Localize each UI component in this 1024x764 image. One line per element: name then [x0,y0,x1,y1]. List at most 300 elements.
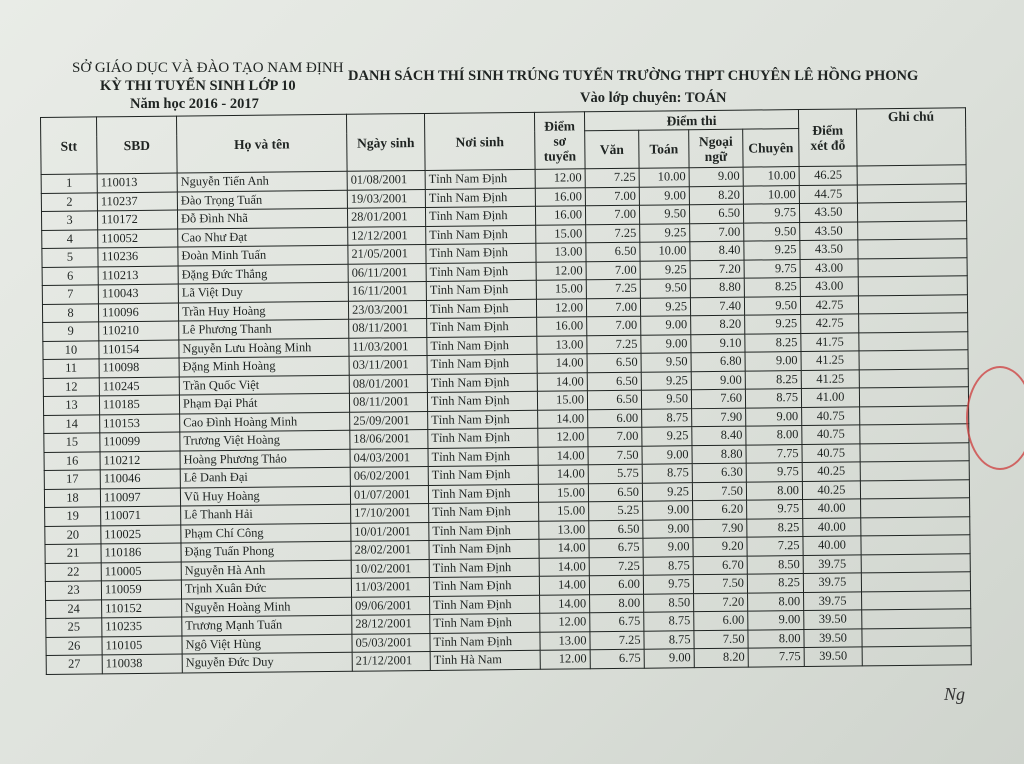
row-stt: 20 [45,525,101,544]
row-foreign-language: 7.50 [694,630,748,649]
row-chuyen: 8.50 [747,555,803,574]
row-foreign-language: 6.70 [693,556,747,575]
row-van: 5.25 [589,501,643,520]
document-subtitle: Vào lớp chuyên: TOÁN [580,90,727,106]
row-stt: 21 [45,544,101,563]
row-stt: 8 [42,303,98,322]
row-note [859,313,968,333]
row-toan: 9.00 [644,649,694,668]
row-sbd: 110245 [99,377,179,396]
row-sbd: 110071 [101,506,181,525]
row-prelim: 13.00 [537,335,587,354]
row-dob: 01/08/2001 [347,170,425,189]
row-dob: 11/03/2001 [351,577,429,596]
row-birthplace: Tỉnh Nam Định [426,225,536,245]
row-van: 7.25 [585,168,639,187]
row-note [858,294,967,314]
row-foreign-language: 7.50 [692,482,746,501]
row-toan: 9.25 [642,482,692,501]
row-dob: 11/03/2001 [349,337,427,356]
row-dob: 16/11/2001 [348,281,426,300]
row-foreign-language: 9.00 [689,167,743,186]
row-toan: 9.50 [641,390,691,409]
row-admit-score: 43.50 [800,240,858,259]
row-birthplace: Tỉnh Nam Định [428,484,538,504]
row-note [861,516,970,536]
row-name: Cao Như Đạt [178,227,348,247]
row-note [859,368,968,388]
row-chuyen: 7.75 [748,648,804,667]
row-stt: 24 [46,599,102,618]
row-chuyen: 8.25 [747,518,803,537]
row-name: Đoàn Minh Tuấn [178,245,348,265]
row-note [862,590,971,610]
row-note [859,387,968,407]
row-birthplace: Tỉnh Nam Định [425,188,535,208]
department-name: SỞ GIÁO DỤC VÀ ĐÀO TẠO NAM ĐỊNH [72,60,344,76]
row-toan: 8.75 [643,556,693,575]
row-toan: 8.50 [644,593,694,612]
row-van: 7.25 [586,279,640,298]
row-prelim: 15.00 [539,502,589,521]
row-dob: 09/06/2001 [352,596,430,615]
row-foreign-language: 9.00 [691,371,745,390]
row-van: 6.50 [586,242,640,261]
row-name: Lê Phương Thanh [179,319,349,339]
row-birthplace: Tỉnh Nam Định [428,465,538,485]
row-dob: 21/05/2001 [348,244,426,263]
row-toan: 9.00 [643,501,693,520]
row-admit-score: 40.75 [802,406,860,425]
row-note [860,479,969,499]
row-foreign-language: 7.90 [693,519,747,538]
row-stt: 16 [44,451,100,470]
row-foreign-language: 8.40 [692,426,746,445]
row-dob: 08/11/2001 [349,318,427,337]
row-name: Hoàng Phương Thảo [180,449,350,469]
row-toan: 8.75 [644,630,694,649]
document-title: DANH SÁCH THÍ SINH TRÚNG TUYỂN TRƯỜNG THPT CHUYÊN LÊ HỒNG PHONG [348,68,919,84]
row-admit-score: 43.00 [800,258,858,277]
row-toan: 9.00 [642,445,692,464]
row-prelim: 12.00 [536,298,586,317]
row-van: 7.50 [588,446,642,465]
row-chuyen: 8.00 [748,629,804,648]
row-prelim: 12.00 [538,428,588,447]
row-admit-score: 41.75 [801,332,859,351]
row-foreign-language: 6.80 [691,352,745,371]
row-chuyen: 9.00 [746,407,802,426]
row-note [861,572,970,592]
row-foreign-language: 7.60 [691,389,745,408]
row-chuyen: 8.00 [746,481,802,500]
row-foreign-language: 9.20 [693,537,747,556]
row-name: Nguyễn Đức Duy [182,652,352,672]
row-dob: 28/02/2001 [351,540,429,559]
row-birthplace: Tỉnh Nam Định [430,632,540,652]
row-admit-score: 41.25 [801,351,859,370]
row-toan: 9.50 [639,205,689,224]
row-birthplace: Tỉnh Nam Định [426,280,536,300]
row-name: Lê Thanh Hải [181,504,351,524]
row-admit-score: 39.75 [803,554,861,573]
row-van: 7.00 [585,187,639,206]
row-foreign-language: 6.20 [693,500,747,519]
row-dob: 08/11/2001 [349,392,427,411]
row-toan: 9.75 [643,575,693,594]
row-chuyen: 8.75 [745,389,801,408]
row-prelim: 14.00 [539,557,589,576]
row-prelim: 14.00 [538,446,588,465]
row-van: 7.00 [586,261,640,280]
row-sbd: 110153 [100,414,180,433]
row-chuyen: 8.25 [745,370,801,389]
row-stt: 11 [43,359,99,378]
row-admit-score: 39.50 [804,628,862,647]
row-name: Cao Đình Hoàng Minh [180,412,350,432]
row-toan: 8.75 [644,612,694,631]
row-stt: 6 [42,266,98,285]
row-birthplace: Tỉnh Nam Định [429,539,539,559]
row-stt: 23 [45,581,101,600]
row-prelim: 14.00 [540,594,590,613]
row-dob: 10/01/2001 [351,522,429,541]
row-stt: 3 [41,211,97,230]
row-name: Trương Việt Hoàng [180,430,350,450]
row-foreign-language: 7.90 [692,408,746,427]
row-prelim: 14.00 [538,409,588,428]
row-admit-score: 44.75 [799,184,857,203]
row-note [861,498,970,518]
row-chuyen: 7.25 [747,537,803,556]
row-stt: 2 [41,192,97,211]
row-toan: 9.25 [640,297,690,316]
row-van: 6.50 [589,520,643,539]
row-chuyen: 10.00 [743,167,799,186]
row-sbd: 110038 [102,654,182,673]
row-name: Phạm Đại Phát [179,393,349,413]
row-name: Trịnh Xuân Đức [181,578,351,598]
header-birthplace: Nơi sinh [424,112,535,170]
row-birthplace: Tỉnh Nam Định [430,595,540,615]
row-admit-score: 40.25 [802,462,860,481]
row-prelim: 12.00 [540,650,590,669]
row-name: Trần Huy Hoàng [178,301,348,321]
row-chuyen: 9.00 [745,352,801,371]
row-sbd: 110046 [100,469,180,488]
row-birthplace: Tỉnh Nam Định [427,317,537,337]
row-chuyen: 9.50 [744,222,800,241]
row-toan: 9.25 [641,371,691,390]
row-foreign-language: 7.20 [694,593,748,612]
row-name: Đặng Đức Thắng [178,264,348,284]
row-prelim: 12.00 [540,613,590,632]
row-foreign-language: 8.20 [689,186,743,205]
row-stt: 5 [42,248,98,267]
row-note [860,424,969,444]
row-admit-score: 46.25 [799,166,857,185]
row-sbd: 110154 [99,340,179,359]
row-chuyen: 8.25 [747,574,803,593]
row-name: Vũ Huy Hoàng [180,486,350,506]
row-sbd: 110097 [100,488,180,507]
row-birthplace: Tỉnh Nam Định [425,169,535,189]
row-name: Đào Trọng Tuấn [177,190,347,210]
row-toan: 9.00 [643,519,693,538]
row-birthplace: Tỉnh Nam Định [430,613,540,633]
row-dob: 03/11/2001 [349,355,427,374]
row-birthplace: Tỉnh Nam Định [428,447,538,467]
row-note [858,276,967,296]
row-toan: 9.25 [640,223,690,242]
row-stt: 17 [44,470,100,489]
row-sbd: 110213 [98,266,178,285]
row-birthplace: Tỉnh Nam Định [428,428,538,448]
row-prelim: 12.00 [535,169,585,188]
row-dob: 23/03/2001 [348,300,426,319]
row-note [860,461,969,481]
row-note [858,239,967,259]
row-note [858,257,967,277]
row-prelim: 15.00 [536,280,586,299]
row-admit-score: 39.50 [804,610,862,629]
row-admit-score: 40.25 [802,480,860,499]
row-birthplace: Tỉnh Nam Định [426,262,536,282]
row-chuyen: 9.75 [747,500,803,519]
row-stt: 7 [42,285,98,304]
row-chuyen: 9.25 [745,315,801,334]
row-toan: 8.75 [642,408,692,427]
row-stt: 19 [45,507,101,526]
row-prelim: 15.00 [538,483,588,502]
row-foreign-language: 8.20 [691,315,745,334]
row-stt: 22 [45,562,101,581]
row-note [862,627,971,647]
row-birthplace: Tỉnh Nam Định [429,521,539,541]
row-foreign-language: 7.00 [690,223,744,242]
row-note [857,183,966,203]
row-stt: 9 [43,322,99,341]
row-van: 6.50 [587,390,641,409]
row-sbd: 110059 [101,580,181,599]
exam-name: KỲ THI TUYỂN SINH LỚP 10 [100,78,296,94]
row-dob: 28/12/2001 [352,614,430,633]
row-name: Đỗ Đình Nhã [177,208,347,228]
row-admit-score: 41.00 [801,388,859,407]
row-sbd: 110235 [102,617,182,636]
row-sbd: 110099 [100,432,180,451]
row-prelim: 13.00 [539,520,589,539]
row-stt: 12 [43,377,99,396]
row-van: 6.75 [589,538,643,557]
row-sbd: 110025 [101,525,181,544]
row-admit-score: 40.00 [803,536,861,555]
row-admit-score: 40.75 [802,425,860,444]
row-toan: 10.00 [640,242,690,261]
row-chuyen: 8.25 [745,333,801,352]
row-sbd: 110096 [98,303,178,322]
row-sbd: 110013 [97,173,177,192]
row-note [860,405,969,425]
row-prelim: 14.00 [537,354,587,373]
header-foreign-language: Ngoại ngữ [689,129,743,168]
row-admit-score: 40.75 [802,443,860,462]
row-prelim: 12.00 [536,261,586,280]
row-stt: 14 [44,414,100,433]
row-prelim: 16.00 [537,317,587,336]
row-dob: 06/11/2001 [348,263,426,282]
row-birthplace: Tỉnh Nam Định [429,576,539,596]
row-stt: 27 [46,655,102,674]
row-dob: 08/01/2001 [349,374,427,393]
row-toan: 9.25 [640,260,690,279]
row-admit-score: 43.50 [800,221,858,240]
row-foreign-language: 8.20 [694,648,748,667]
row-birthplace: Tỉnh Nam Định [426,243,536,263]
row-birthplace: Tỉnh Nam Định [428,410,538,430]
row-van: 5.75 [588,464,642,483]
header-sbd: SBD [97,116,178,174]
row-dob: 21/12/2001 [352,651,430,670]
row-van: 7.25 [590,631,644,650]
row-name: Lã Việt Duy [178,282,348,302]
row-van: 6.00 [589,575,643,594]
row-dob: 17/10/2001 [351,503,429,522]
row-toan: 8.75 [642,464,692,483]
header-exam-group: Điểm thi [584,110,798,131]
row-sbd: 110237 [97,192,177,211]
row-prelim: 14.00 [539,576,589,595]
row-note [859,350,968,370]
row-foreign-language: 7.40 [690,297,744,316]
results-table [40,107,972,674]
row-chuyen: 9.75 [746,463,802,482]
row-prelim: 16.00 [535,206,585,225]
row-name: Đặng Tuấn Phong [181,541,351,561]
row-note [861,553,970,573]
row-toan: 9.50 [640,279,690,298]
row-foreign-language: 8.40 [690,241,744,260]
row-chuyen: 7.75 [746,444,802,463]
row-admit-score: 43.00 [800,277,858,296]
row-prelim: 15.00 [537,391,587,410]
row-birthplace: Tỉnh Nam Định [429,502,539,522]
row-birthplace: Tỉnh Nam Định [425,206,535,226]
row-sbd: 110236 [98,247,178,266]
row-foreign-language: 7.20 [690,260,744,279]
header-chuyen: Chuyên [743,129,799,168]
row-dob: 25/09/2001 [350,411,428,430]
row-sbd: 110186 [101,543,181,562]
row-birthplace: Tỉnh Nam Định [429,558,539,578]
row-van: 7.00 [586,298,640,317]
row-chuyen: 9.75 [743,204,799,223]
header-prelim: Điểm sơ tuyển [534,112,585,170]
row-dob: 28/01/2001 [347,207,425,226]
row-chuyen: 9.75 [744,259,800,278]
row-admit-score: 39.50 [804,647,862,666]
row-chuyen: 9.00 [748,611,804,630]
row-admit-score: 41.25 [801,369,859,388]
header-toan: Toán [639,130,689,169]
row-van: 7.25 [587,335,641,354]
row-note [861,535,970,555]
handwritten-signature: Ng [944,684,966,704]
row-foreign-language: 6.30 [692,463,746,482]
row-toan: 9.25 [642,427,692,446]
row-name: Đặng Minh Hoàng [179,356,349,376]
row-sbd: 110098 [99,358,179,377]
row-prelim: 14.00 [539,539,589,558]
row-name: Nguyễn Tiến Anh [177,171,347,191]
row-sbd: 110172 [97,210,177,229]
row-dob: 06/02/2001 [350,466,428,485]
row-toan: 9.00 [643,538,693,557]
row-name: Ngô Việt Hùng [182,634,352,654]
row-note [857,165,966,185]
header-van: Văn [585,130,639,169]
row-note [859,331,968,351]
row-van: 6.75 [590,612,644,631]
row-birthplace: Tỉnh Nam Định [426,299,536,319]
row-sbd: 110043 [98,284,178,303]
row-name: Trần Quốc Việt [179,375,349,395]
row-admit-score: 39.75 [804,591,862,610]
row-foreign-language: 6.00 [694,611,748,630]
row-prelim: 14.00 [537,372,587,391]
row-birthplace: Tỉnh Hà Nam [430,650,540,670]
row-toan: 9.00 [639,186,689,205]
row-van: 8.00 [590,594,644,613]
row-prelim: 13.00 [536,243,586,262]
row-name: Trương Mạnh Tuấn [182,615,352,635]
row-van: 6.50 [587,372,641,391]
row-dob: 04/03/2001 [350,448,428,467]
row-van: 6.75 [590,649,644,668]
row-foreign-language: 9.10 [691,334,745,353]
row-birthplace: Tỉnh Nam Định [427,354,537,374]
row-dob: 12/12/2001 [348,226,426,245]
row-note [857,202,966,222]
row-birthplace: Tỉnh Nam Định [427,336,537,356]
row-admit-score: 42.75 [801,314,859,333]
row-van: 7.00 [588,427,642,446]
header-name: Họ và tên [176,114,347,173]
row-stt: 25 [46,618,102,637]
row-prelim: 16.00 [535,187,585,206]
row-chuyen: 8.00 [746,426,802,445]
row-name: Nguyễn Lưu Hoàng Minh [179,338,349,358]
row-van: 7.25 [586,224,640,243]
row-name: Nguyễn Hoàng Minh [182,597,352,617]
row-van: 7.25 [589,557,643,576]
row-chuyen: 9.50 [744,296,800,315]
row-admit-score: 39.75 [803,573,861,592]
row-dob: 18/06/2001 [350,429,428,448]
row-name: Phạm Chí Công [181,523,351,543]
row-foreign-language: 8.80 [692,445,746,464]
row-name: Lê Danh Đại [180,467,350,487]
row-admit-score: 40.00 [803,499,861,518]
row-admit-score: 43.50 [799,203,857,222]
row-birthplace: Tỉnh Nam Định [427,373,537,393]
school-year: Năm học 2016 - 2017 [130,96,259,112]
row-foreign-language: 6.50 [689,204,743,223]
row-stt: 18 [44,488,100,507]
row-sbd: 110052 [98,229,178,248]
row-note [862,646,971,666]
row-stt: 10 [43,340,99,359]
